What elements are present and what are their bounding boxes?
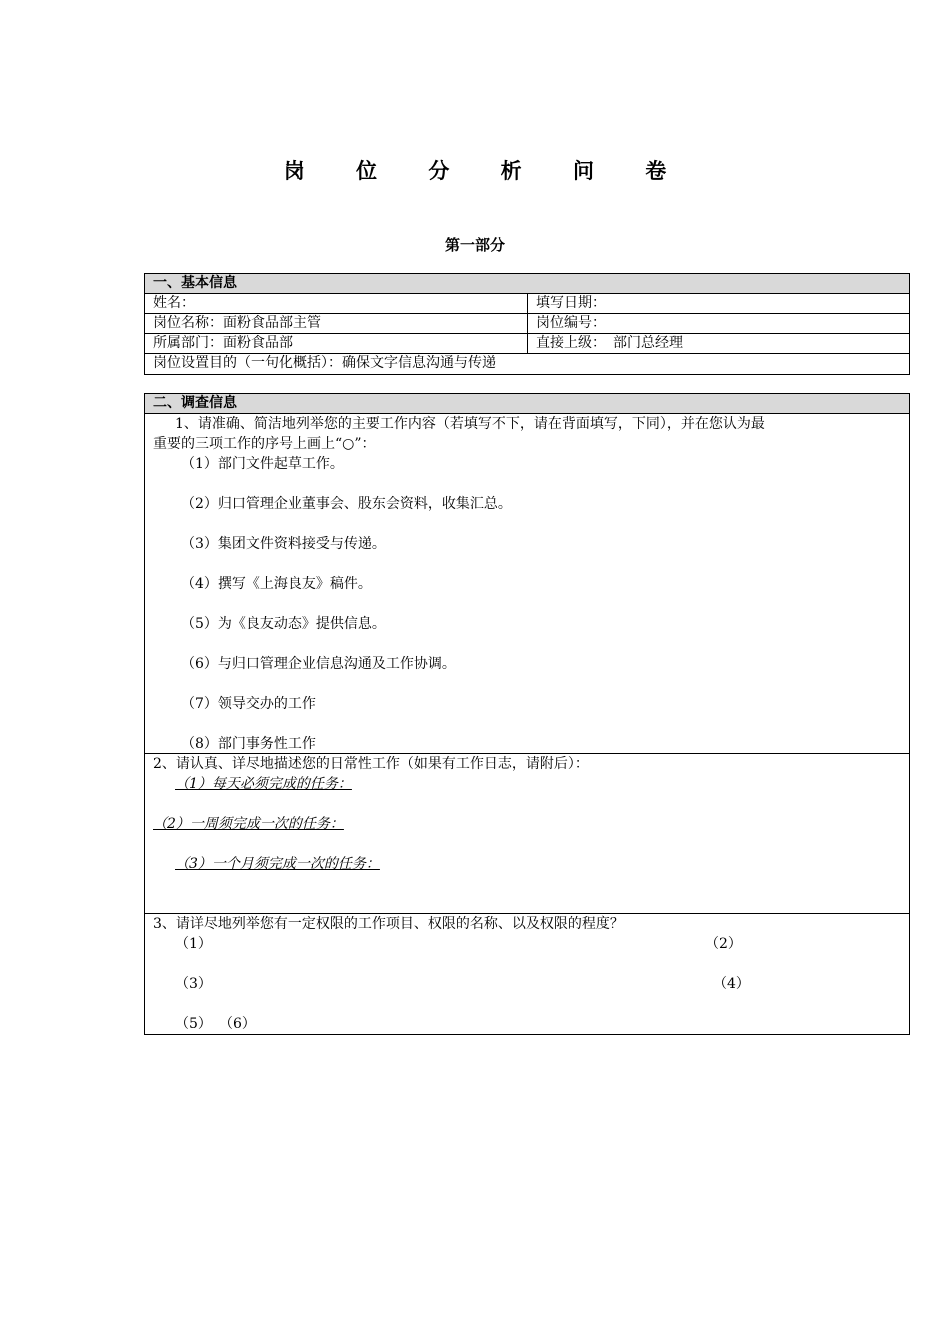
table-row: [145, 294, 909, 314]
weekly-tasks-field[interactable]: （2）一周须完成一次的任务：: [153, 816, 344, 832]
name-field[interactable]: 姓名：: [145, 294, 528, 313]
list-item: （8）部门事务性工作: [181, 736, 316, 752]
list-item: （5）为《良友动态》提供信息。: [181, 616, 386, 632]
table-row: [145, 314, 909, 334]
table-row: [145, 354, 909, 374]
part-heading: 第一部分: [444, 236, 505, 254]
question-2-section: [145, 754, 909, 914]
position-name-field[interactable]: 岗位名称：面粉食品部主管: [145, 314, 528, 333]
authority-item-5[interactable]: （5）: [175, 1016, 212, 1032]
document-title: 岗 位 分 析 问 卷: [283, 159, 689, 183]
list-item: （6）与归口管理企业信息沟通及工作协调。: [181, 656, 456, 672]
survey-table: [144, 393, 910, 1035]
supervisor-field[interactable]: 直接上级： 部门总经理: [536, 335, 683, 351]
list-item: （1）部门文件起草工作。: [181, 456, 344, 472]
question-1-section: [145, 414, 909, 754]
question-3-section: [145, 914, 909, 1034]
authority-item-6[interactable]: （6）: [219, 1016, 256, 1032]
list-item: （2）归口管理企业董事会、股东会资料，收集汇总。: [181, 496, 512, 512]
list-item: （3）集团文件资料接受与传递。: [181, 536, 386, 552]
authority-item-4[interactable]: （4）: [713, 976, 750, 992]
question-1-text-cont: 重要的三项工作的序号上画上“○”：: [153, 436, 376, 452]
authority-item-3[interactable]: （3）: [175, 976, 212, 992]
authority-item-2[interactable]: （2）: [705, 936, 742, 952]
daily-tasks-field[interactable]: （1）每天必须完成的任务：: [175, 776, 352, 792]
question-3-text: 3、请详尽地列举您有一定权限的工作项目、权限的名称、以及权限的程度？: [153, 916, 624, 932]
question-1-text: 1、请准确、简洁地列举您的主要工作内容（若填写不下，请在背面填写，下同），并在您认为最: [175, 416, 765, 432]
department-field[interactable]: 所属部门：面粉食品部: [145, 334, 528, 353]
authority-item-1[interactable]: （1）: [175, 936, 212, 952]
monthly-tasks-field[interactable]: （3）一个月须完成一次的任务：: [175, 856, 380, 872]
position-number-field[interactable]: 岗位编号：: [536, 315, 606, 331]
survey-header: 二、调查信息: [145, 394, 909, 414]
basic-info-table: [144, 273, 910, 375]
question-2-text: 2、请认真、详尽地描述您的日常性工作（如果有工作日志，请附后）：: [153, 756, 589, 772]
purpose-field[interactable]: 岗位设置目的（一句化概括）：确保文字信息沟通与传递: [153, 355, 496, 371]
table-row: [145, 334, 909, 354]
fill-date-field[interactable]: 填写日期：: [536, 295, 606, 311]
basic-info-header: 一、基本信息: [145, 274, 909, 294]
list-item: （4）撰写《上海良友》稿件。: [181, 576, 372, 592]
list-item: （7）领导交办的工作: [181, 696, 316, 712]
